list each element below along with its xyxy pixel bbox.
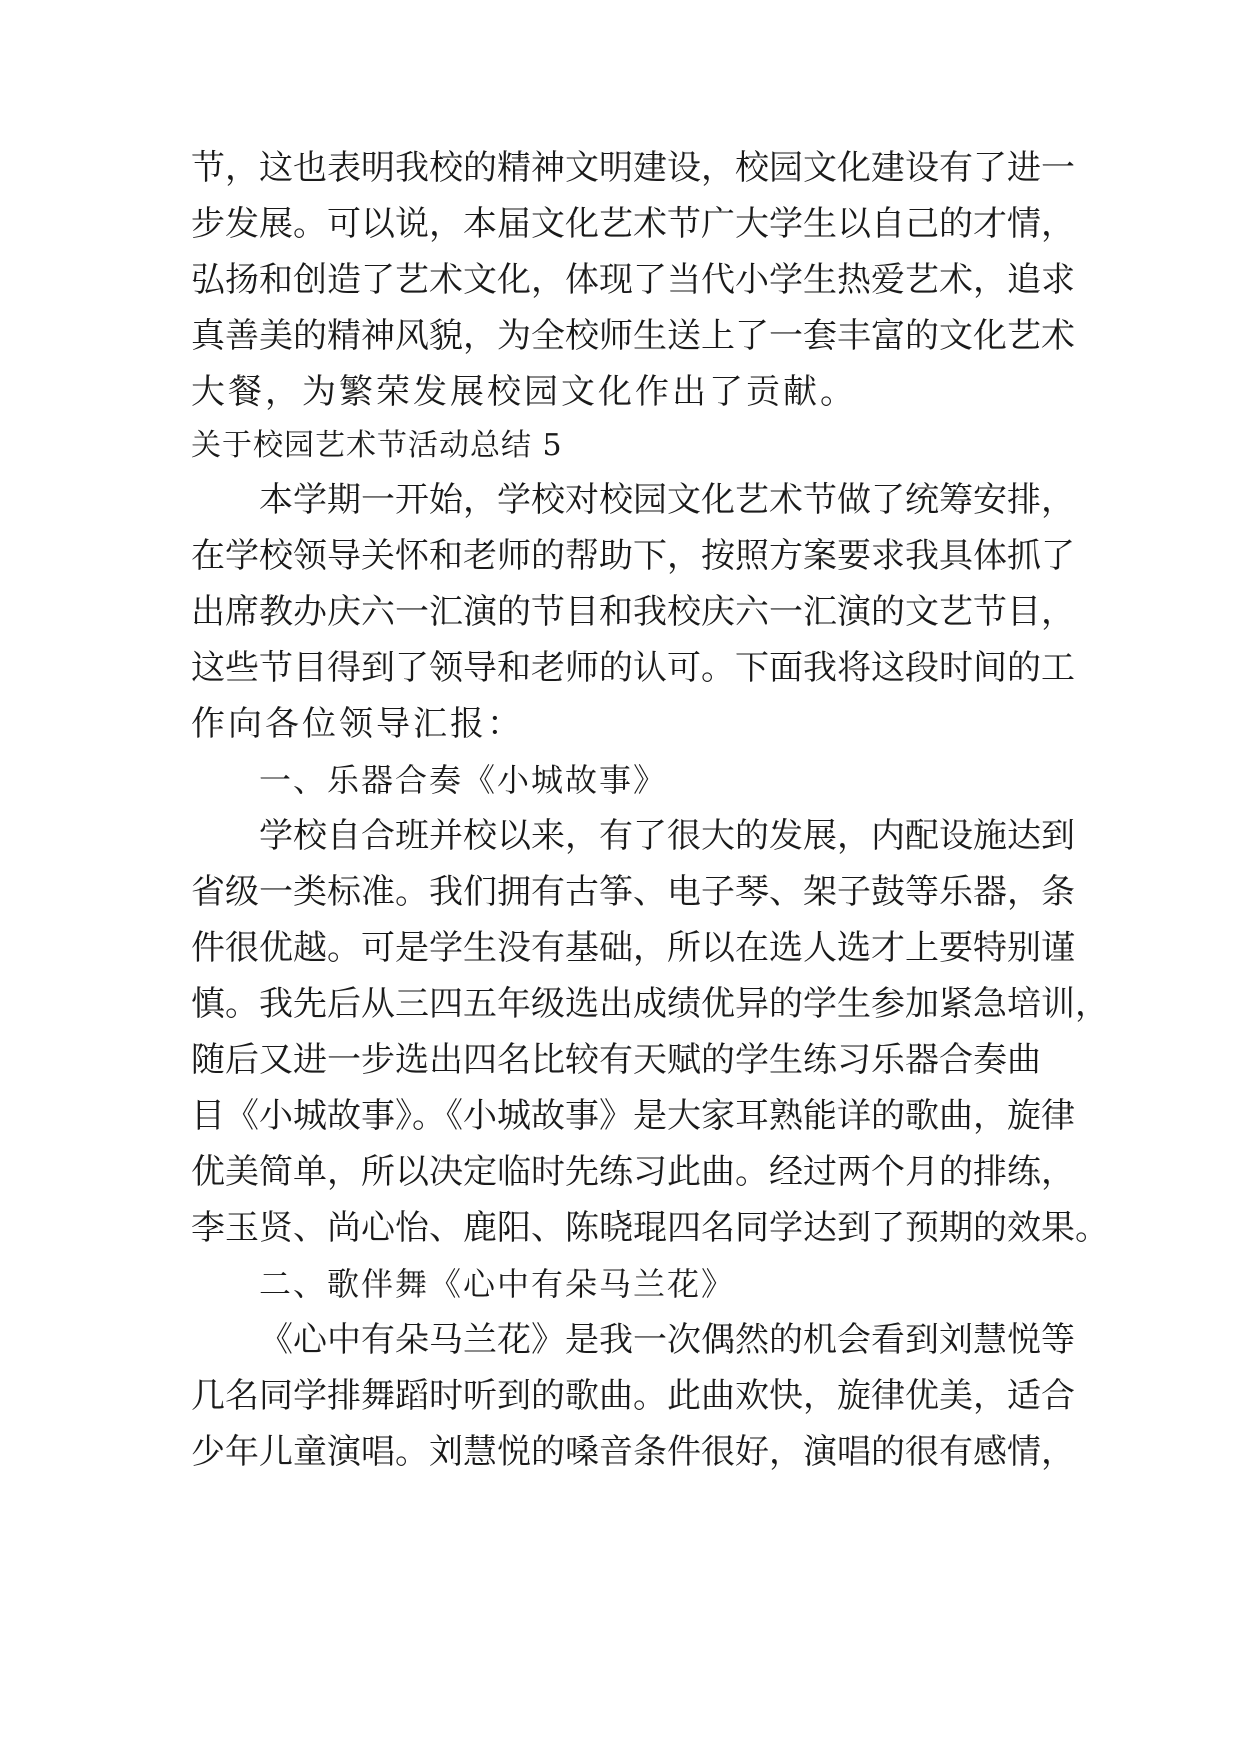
subheading: 二、歌伴舞《心中有朵马兰花》: [259, 1265, 736, 1303]
body-text-line: 真善美的精神风貌，为全校师生送上了一套丰富的文化艺术: [191, 316, 1075, 356]
body-text-line: 慎。我先后从三四五年级选出成绩优异的学生参加紧急培训，: [191, 984, 1109, 1024]
body-text-line: 弘扬和创造了艺术文化，体现了当代小学生热爱艺术，追求: [191, 260, 1075, 300]
body-text-line: 大餐，为繁荣发展校园文化作出了贡献。: [191, 372, 857, 412]
body-text-line: 优美简单，所以决定临时先练习此曲。经过两个月的排练，: [191, 1152, 1075, 1192]
body-text-line: 学校自合班并校以来，有了很大的发展，内配设施达到: [259, 816, 1075, 856]
body-text-line: 几名同学排舞蹈时听到的歌曲。此曲欢快，旋律优美，适合: [191, 1376, 1075, 1416]
body-text-line: 在学校领导关怀和老师的帮助下，按照方案要求我具体抓了: [191, 536, 1075, 576]
body-text-line: 本学期一开始，学校对校园文化艺术节做了统筹安排，: [259, 480, 1075, 520]
body-text-line: 李玉贤、尚心怡、鹿阳、陈晓琨四名同学达到了预期的效果。: [191, 1208, 1109, 1248]
body-text-line: 作向各位领导汇报：: [191, 704, 524, 744]
body-text-line: 步发展。可以说，本届文化艺术节广大学生以自己的才情，: [191, 204, 1075, 244]
body-text-line: 出席教办庆六一汇演的节目和我校庆六一汇演的文艺节目，: [191, 592, 1075, 632]
body-text-line: 目《小城故事》。《小城故事》是大家耳熟能详的歌曲，旋律: [191, 1096, 1075, 1136]
body-text-line: 这些节目得到了领导和老师的认可。下面我将这段时间的工: [191, 648, 1075, 688]
body-text-line: 少年儿童演唱。刘慧悦的嗓音条件很好，演唱的很有感情，: [191, 1432, 1075, 1472]
body-text-line: 随后又进一步选出四名比较有天赋的学生练习乐器合奏曲: [191, 1040, 1041, 1080]
body-text-line: 节，这也表明我校的精神文明建设，校园文化建设有了进一: [191, 148, 1075, 188]
subheading: 一、乐器合奏《小城故事》: [259, 761, 668, 799]
body-text-line: 件很优越。可是学生没有基础，所以在选人选才上要特别谨: [191, 928, 1075, 968]
section-title: 关于校园艺术节活动总结 5: [191, 428, 563, 463]
body-text-line: 省级一类标准。我们拥有古筝、电子琴、架子鼓等乐器，条: [191, 872, 1075, 912]
body-text-line: 《心中有朵马兰花》是我一次偶然的机会看到刘慧悦等: [259, 1320, 1075, 1360]
